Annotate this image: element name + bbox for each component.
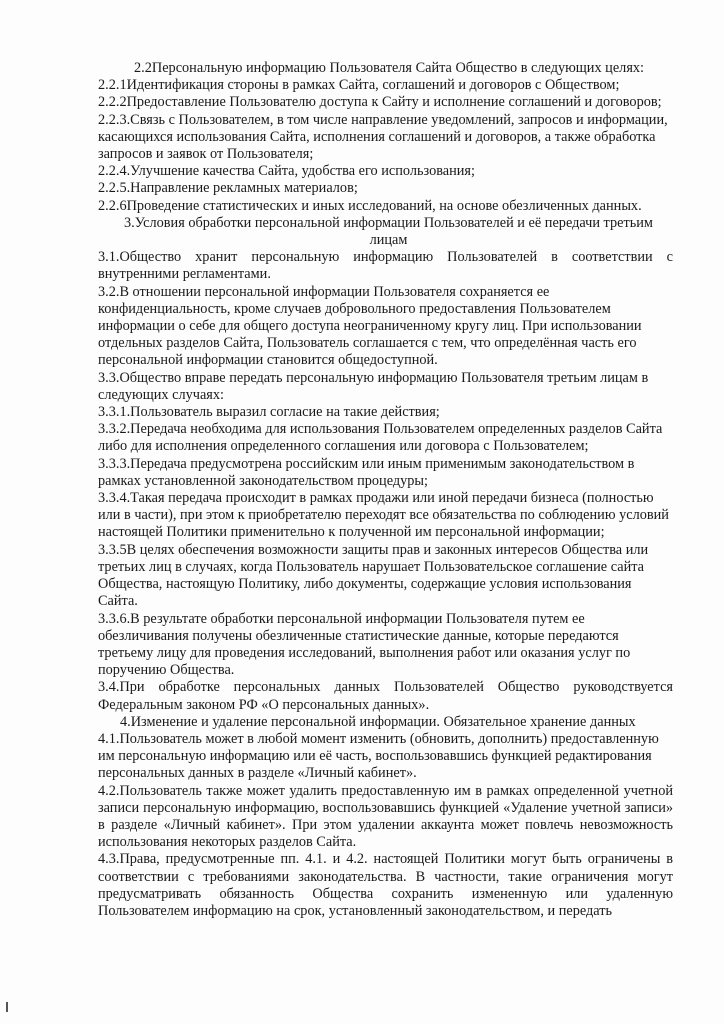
paragraph-4-2: 4.2.Пользователь также может удалить предоставленную им в рамках определенной учетной записи персональную информацию, воспользовавшись функцией «Удаление учетной записи» в разделе «Личный кабинет». При этом удалении аккаунта может повлечь невозможность использования некоторых разделов Сайта.	[98, 782, 673, 851]
paragraph-2-2-2: 2.2.2Предоставление Пользователю доступа к Сайту и исполнение соглашений и договоров;	[98, 94, 662, 111]
paragraph-2-2-1: 2.2.1Идентификация стороны в рамках Сайта, соглашений и договоров с Обществом;	[98, 77, 620, 94]
paragraph-3-3-4: 3.3.4.Такая передача происходит в рамках продажи или иной передачи бизнеса (полностью или в части), при этом к приобретателю переходят все обязательства по соблюдению условий настоящей Политики применительно к полученной им персональной информации;	[98, 490, 669, 541]
paragraph-3-3-6: 3.3.6.В результате обработки персональной информации Пользователя путем ее обезличивания получены обезличенные статистические данные, которые передаются третьему лицу для проведения исследований, выполнения работ или оказания услуг по поручению Общества.	[98, 610, 631, 679]
paragraph-4-3: 4.3.Права, предусмотренные пп. 4.1. и 4.2. настоящей Политики могут быть ограничены в соответствии с требованиями законодательства. В частности, такие ограничения могут предусматривать обязанность Общества сохранить измененную или удаленную Пользователем информацию на срок, установленный законодательством, и передать	[98, 851, 673, 919]
paragraph-2-2-6: 2.2.6Проведение статистических и иных исследований, на основе обезличенных данных.	[98, 197, 642, 214]
paragraph-3-1: 3.1.Общество хранит персональную информацию Пользователей в соответствии с внутренними регламентами.	[98, 249, 673, 283]
paragraph-4-1: 4.1.Пользователь может в любой момент изменить (обновить, дополнить) предоставленную им персональную информацию или её часть, воспользовавшись функцией редактирования персональных данных в разделе «Личный кабинет».	[98, 730, 659, 782]
paragraph-2-2: 2.2Персональную информацию Пользователя Сайта Общество в следующих целях:	[134, 60, 645, 76]
section-heading-3: 3.Условия обработки персональной информации Пользователей и её передачи третьим лицам	[124, 214, 653, 249]
paragraph-2-2-3: 2.2.3.Связь с Пользователем, в том числе направление уведомлений, запросов и информации, касающихся использования Сайта, исполнения соглашений и договоров, а также обработка запросов и заявок от Пользователя;	[98, 111, 668, 163]
paragraph-3-3-5: 3.3.5В целях обеспечения возможности защиты прав и законных интересов Общества или третьих лиц в случаях, когда Пользователь нарушает Пользовательское соглашение сайта Общества, настоящую Политику, либо документы, содержащие условия использования Сайта.	[98, 541, 649, 610]
paragraph-3-3-2: 3.3.2.Передача необходима для использования Пользователем определенных разделов Сайта либо для исполнения определенного соглашения или договора с Пользователем;	[98, 421, 663, 455]
paragraph-3-4: 3.4.При обработке персональных данных Пользователей Общество руководствуется Федеральным законом РФ «О персональных данных».	[98, 679, 673, 713]
paragraph-3-3: 3.3.Общество вправе передать персональную информацию Пользователя третьим лицам в следующих случаях:	[98, 369, 649, 403]
document-body	[98, 60, 673, 920]
paragraph-2-2-5: 2.2.5.Направление рекламных материалов;	[98, 180, 358, 197]
paragraph-3-3-1: 3.3.1.Пользователь выразил согласие на такие действия;	[98, 404, 440, 421]
section-heading-4: 4.Изменение и удаление персональной информации. Обязательное хранение данных	[120, 713, 636, 730]
paragraph-3-2: 3.2.В отношении персональной информации Пользователя сохраняется ее конфиденциальность, кроме случаев добровольного предоставления Пользователем информации о себе для общего доступа неограниченному кругу лиц. При использовании отдельных разделов Сайта, Пользователь соглашается с тем, что определённая часть его персональной информации становится общедоступной.	[98, 283, 642, 369]
scan-margin-mark	[6, 1002, 8, 1012]
paragraph-2-2-4: 2.2.4.Улучшение качества Сайта, удобства его использования;	[98, 163, 475, 180]
paragraph-3-3-3: 3.3.3.Передача предусмотрена российским или иным применимым законодательством в рамках установленной законодательством процедуры;	[98, 455, 635, 489]
